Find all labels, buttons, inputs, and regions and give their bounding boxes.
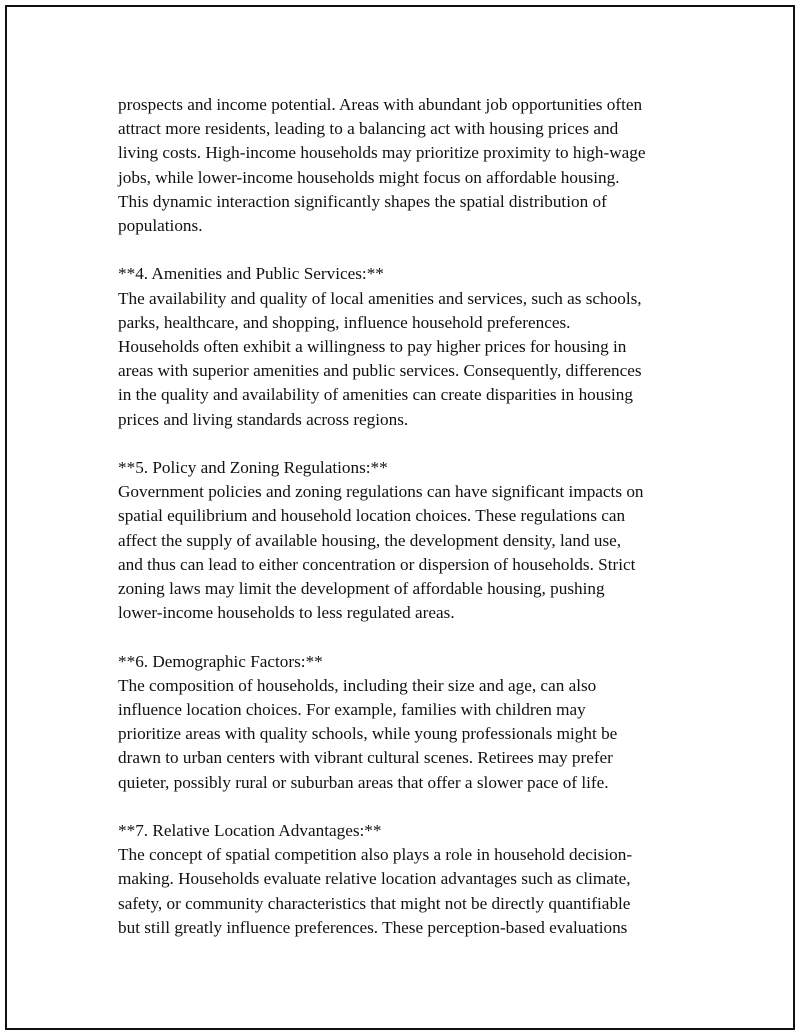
section-heading: **7. Relative Location Advantages:**: [118, 821, 382, 841]
section-relative-location: [118, 819, 684, 940]
text-line: safety, or community characteristics that might not be directly quantifiable: [118, 893, 631, 913]
text-line: populations.: [118, 216, 203, 236]
text-line: This dynamic interaction significantly shapes the spatial distribution of: [118, 191, 607, 211]
text-line: Government policies and zoning regulations can have significant impacts on: [118, 482, 644, 502]
text-line: jobs, while lower-income households might focus on affordable housing.: [118, 167, 620, 187]
section-amenities: [118, 262, 684, 431]
paragraph-gap: [118, 432, 684, 456]
section-heading: **4. Amenities and Public Services:**: [118, 264, 384, 284]
text-line: prospects and income potential. Areas with abundant job opportunities often: [118, 95, 643, 114]
text-line: living costs. High-income households may prioritize proximity to high-wage: [118, 143, 646, 163]
text-line: affect the supply of available housing, the development density, land use,: [118, 530, 622, 550]
text-line: prices and living standards across regions.: [118, 409, 409, 429]
text-line: drawn to urban centers with vibrant cultural scenes. Retirees may prefer: [118, 748, 613, 768]
text-line: attract more residents, leading to a balancing act with housing prices and: [118, 119, 619, 139]
text-line: making. Households evaluate relative location advantages such as climate,: [118, 869, 631, 889]
document-body: [118, 93, 684, 940]
section-heading: **6. Demographic Factors:**: [118, 651, 323, 671]
section-heading: **5. Policy and Zoning Regulations:**: [118, 458, 388, 478]
text-line: The concept of spatial competition also plays a role in household decision-: [118, 845, 633, 865]
text-line: spatial equilibrium and household location choices. These regulations can: [118, 506, 626, 526]
text-line: zoning laws may limit the development of affordable housing, pushing: [118, 579, 605, 599]
paragraph-gap: [118, 238, 684, 262]
section-demographic: [118, 650, 684, 795]
text-line: in the quality and availability of amenities can create disparities in housing: [118, 385, 633, 405]
text-line: The composition of households, including their size and age, can also: [118, 675, 597, 695]
text-line: Households often exhibit a willingness to pay higher prices for housing in: [118, 337, 627, 357]
intro-paragraph: [118, 93, 684, 238]
paragraph-gap: [118, 625, 684, 649]
text-line: but still greatly influence preferences. These perception-based evaluations: [118, 917, 628, 937]
text-line: The availability and quality of local amenities and services, such as schools,: [118, 288, 642, 308]
paragraph-gap: [118, 795, 684, 819]
text-line: parks, healthcare, and shopping, influence household preferences.: [118, 312, 571, 332]
text-line: quieter, possibly rural or suburban areas that offer a slower pace of life.: [118, 772, 609, 792]
text-line: and thus can lead to either concentration or dispersion of households. Strict: [118, 554, 636, 574]
text-line: prioritize areas with quality schools, while young professionals might be: [118, 724, 618, 744]
text-line: influence location choices. For example, families with children may: [118, 700, 586, 720]
section-policy-zoning: [118, 456, 684, 625]
text-line: areas with superior amenities and public services. Consequently, differences: [118, 361, 642, 381]
text-line: lower-income households to less regulated areas.: [118, 603, 455, 623]
